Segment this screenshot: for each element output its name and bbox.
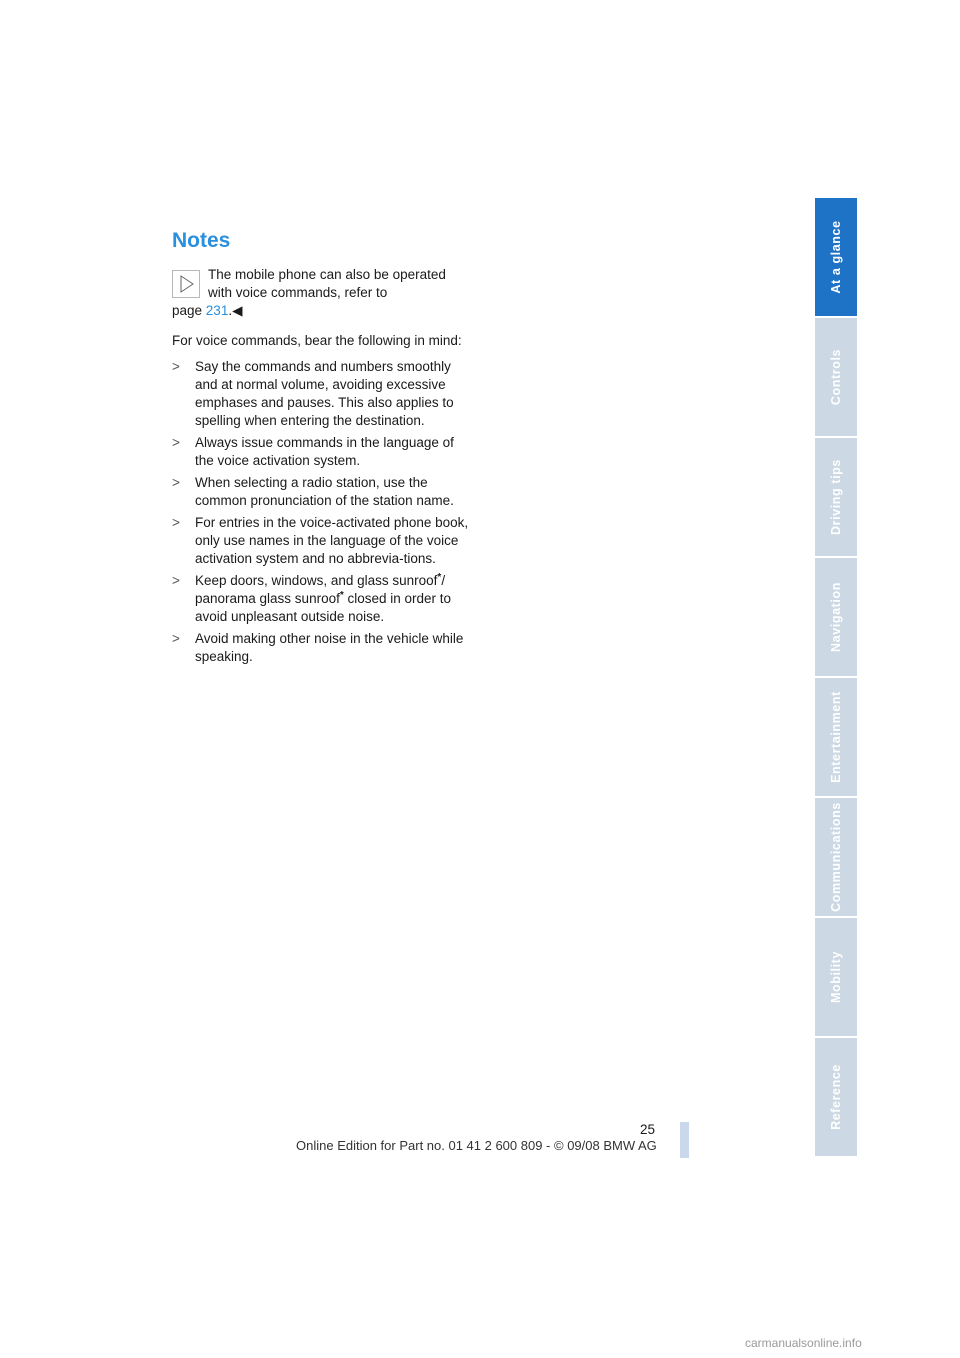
page-reference-link[interactable]: 231 bbox=[205, 303, 229, 318]
note-line-2: with voice commands, refer to bbox=[208, 285, 388, 300]
tab-driving-tips[interactable] bbox=[815, 438, 857, 558]
text-run: Keep doors, windows, and glass sunroof bbox=[195, 573, 438, 588]
tab-label: Navigation bbox=[829, 582, 843, 652]
tab-label: Communications bbox=[829, 802, 843, 912]
tab-entertainment[interactable] bbox=[815, 678, 857, 798]
bullet-mark: > bbox=[172, 359, 180, 374]
note-block bbox=[172, 266, 472, 302]
list-item bbox=[172, 630, 472, 666]
footer-accent-bar bbox=[680, 1122, 689, 1158]
tab-label: At a glance bbox=[829, 220, 843, 294]
bullet-mark: > bbox=[172, 631, 180, 646]
tab-mobility[interactable] bbox=[815, 918, 857, 1038]
text-run: / panorama glass sunroof bbox=[195, 573, 446, 606]
page-number: 25 bbox=[640, 1122, 656, 1137]
tab-label: Controls bbox=[829, 348, 843, 406]
note-line-suffix: . bbox=[228, 303, 233, 318]
tab-label: Reference bbox=[829, 1064, 843, 1130]
tab-at-a-glance[interactable] bbox=[815, 198, 857, 318]
bullet-mark: > bbox=[172, 435, 180, 450]
note-line-3 bbox=[172, 302, 472, 320]
tab-communications[interactable] bbox=[815, 798, 857, 918]
list-item bbox=[172, 474, 472, 510]
section-heading: Notes bbox=[172, 229, 231, 252]
watermark: carmanualsonline.info bbox=[745, 1336, 862, 1350]
optional-equipment-star: * bbox=[437, 572, 442, 583]
triangle-play-icon bbox=[172, 270, 200, 298]
list-item-text bbox=[195, 573, 451, 624]
list-item-text: Avoid making other noise in the vehicle while speaking. bbox=[195, 631, 464, 664]
tab-label: Entertainment bbox=[829, 691, 843, 783]
tab-controls[interactable] bbox=[815, 318, 857, 438]
list-item bbox=[172, 358, 472, 430]
tab-label: Mobility bbox=[829, 950, 843, 1004]
edition-footer: Online Edition for Part no. 01 41 2 600 809 - © 09/08 BMW AG bbox=[296, 1138, 657, 1153]
end-mark-icon: ◀ bbox=[232, 303, 243, 318]
bullet-list bbox=[172, 358, 472, 666]
list-item bbox=[172, 514, 472, 568]
tab-label: Driving tips bbox=[829, 459, 843, 535]
optional-equipment-star: * bbox=[339, 590, 344, 601]
list-item-text: For entries in the voice-activated phone book, only use names in the language of the voice activation system and no abbrevia-tions. bbox=[195, 515, 469, 566]
content-column bbox=[172, 228, 472, 670]
chapter-tabs bbox=[815, 198, 857, 1158]
bullet-mark: > bbox=[172, 475, 180, 490]
list-item bbox=[172, 434, 472, 470]
list-item bbox=[172, 572, 472, 626]
note-line-1: The mobile phone can also be operated bbox=[208, 267, 446, 282]
bullet-mark: > bbox=[172, 515, 180, 530]
list-item-text: When selecting a radio station, use the common pronunciation of the station name. bbox=[195, 475, 454, 508]
note-page-prefix: page bbox=[172, 303, 206, 318]
intro-paragraph: For voice commands, bear the following in mind: bbox=[172, 333, 462, 348]
list-item-text: Say the commands and numbers smoothly and at normal volume, avoiding excessive emphases and pauses. This also applies to spelling when entering the destination. bbox=[195, 359, 454, 428]
tab-reference[interactable] bbox=[815, 1038, 857, 1158]
tab-navigation[interactable] bbox=[815, 558, 857, 678]
bullet-mark: > bbox=[172, 573, 180, 588]
list-item-text: Always issue commands in the language of the voice activation system. bbox=[195, 435, 454, 468]
text-run: closed in order to avoid unpleasant outside noise. bbox=[195, 591, 452, 624]
